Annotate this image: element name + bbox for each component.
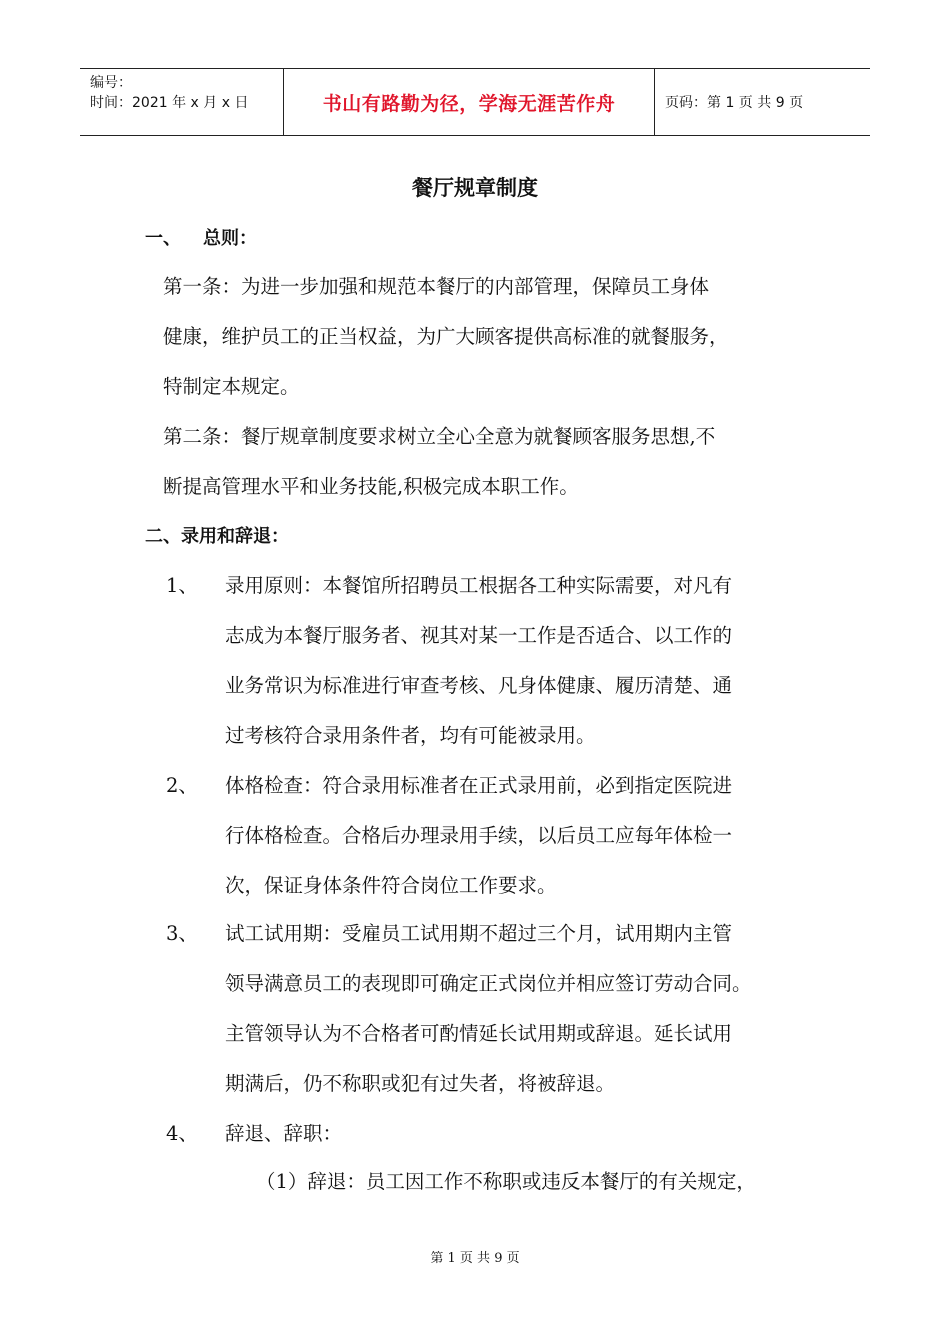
paragraph-line: 健康，维护员工的正当权益，为广大顾客提供高标准的就餐服务， — [163, 325, 729, 348]
header-motto-cell — [283, 69, 655, 135]
paragraph-line: 特制定本规定。 — [163, 375, 300, 398]
list-item-line: 行体格检查。合格后办理录用手续，以后员工应每年体检一 — [225, 824, 733, 847]
list-item-line: 主管领导认为不合格者可酌情延长试用期或辞退。延长试用 — [225, 1022, 733, 1045]
sub-item-line: （1）辞退：员工因工作不称职或违反本餐厅的有关规定， — [256, 1170, 756, 1193]
paragraph-line: 第二条：餐厅规章制度要求树立全心全意为就餐顾客服务思想,不 — [163, 425, 716, 448]
list-item-line: 体格检查：符合录用标准者在正式录用前，必到指定医院进 — [225, 774, 733, 797]
list-item-number: 3、 — [166, 922, 198, 945]
serial-label: 编号： — [90, 75, 132, 91]
list-item-line: 过考核符合录用条件者，均有可能被录用。 — [225, 724, 596, 747]
header-motto: 书山有路勤为径，学海无涯苦作舟 — [322, 92, 616, 115]
page-title: 餐厅规章制度 — [412, 176, 538, 200]
page-footer: 第 1 页 共 9 页 — [430, 1251, 520, 1266]
paragraph-line: 断提高管理水平和业务技能,积极完成本职工作。 — [163, 475, 579, 498]
list-item-line: 次，保证身体条件符合岗位工作要求。 — [225, 874, 557, 897]
header-page-info: 页码：第 1 页 共 9 页 — [665, 95, 804, 111]
section1-heading-text: 总则： — [203, 228, 257, 249]
paragraph-line: 第一条：为进一步加强和规范本餐厅的内部管理，保障员工身体 — [163, 275, 710, 298]
list-item-line: 试工试用期：受雇员工试用期不超过三个月，试用期内主管 — [225, 922, 733, 945]
list-item-line: 录用原则：本餐馆所招聘员工根据各工种实际需要，对凡有 — [225, 574, 733, 597]
list-item-line: 期满后，仍不称职或犯有过失者，将被辞退。 — [225, 1072, 616, 1095]
list-item-number: 2、 — [166, 774, 198, 797]
list-item-number: 1、 — [166, 574, 198, 597]
section1-heading-num: 一、 — [145, 228, 181, 249]
header-meta — [80, 69, 283, 135]
time-label: 时间：2021 年 x 月 x 日 — [90, 95, 249, 111]
list-item-line: 志成为本餐厅服务者、视其对某一工作是否适合、以工作的 — [225, 624, 733, 647]
list-item-line: 领导满意员工的表现即可确定正式岗位并相应签订劳动合同。 — [225, 972, 752, 995]
section2-heading: 二、录用和辞退： — [145, 526, 289, 547]
list-item-number: 4、 — [166, 1122, 198, 1145]
document-header — [80, 68, 870, 136]
list-item-line: 辞退、辞职： — [225, 1122, 343, 1145]
list-item-line: 业务常识为标准进行审查考核、凡身体健康、履历清楚、通 — [225, 674, 733, 697]
